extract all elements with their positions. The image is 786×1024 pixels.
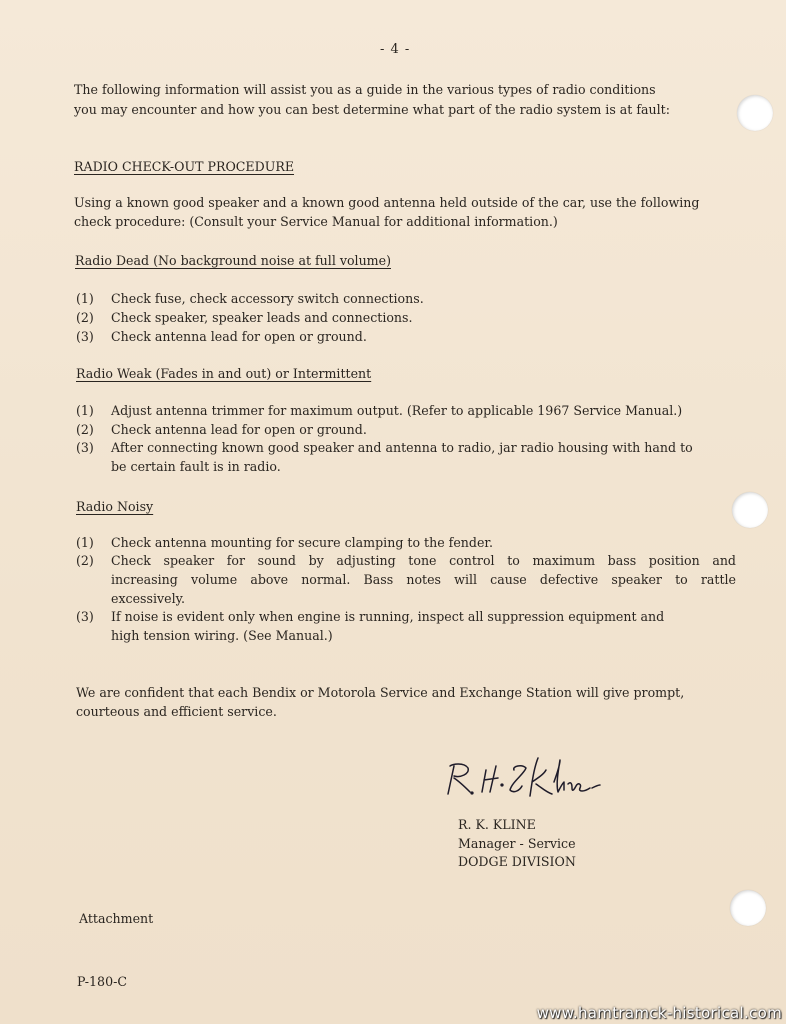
- closing-line-2: courteous and efficient service.: [76, 704, 277, 719]
- item-number: (2): [76, 422, 94, 437]
- item-text: Check antenna lead for open or ground.: [111, 422, 367, 437]
- intro-line-2: you may encounter and how you can best determine what part of the radio system is at fault:: [74, 102, 670, 117]
- section-heading-radio-dead: Radio Dead (No background noise at full volume): [75, 253, 391, 268]
- item-number: (1): [76, 291, 94, 306]
- watermark-url: www.hamtramck-historical.com: [536, 1004, 782, 1022]
- item-text: Adjust antenna trimmer for maximum output. (Refer to applicable 1967 Service Manual.): [111, 403, 683, 418]
- handwritten-signature: [442, 752, 602, 804]
- binder-hole-top: [737, 95, 773, 131]
- item-text: increasing volume above normal. Bass notes will cause defective speaker to rattle: [111, 572, 736, 587]
- signer-division: DODGE DIVISION: [458, 854, 576, 869]
- item-number: (3): [76, 329, 94, 344]
- item-number: (3): [76, 609, 94, 624]
- item-number: (1): [76, 403, 94, 418]
- item-number: (1): [76, 535, 94, 550]
- item-text: If noise is evident only when engine is running, inspect all suppression equipment and: [111, 609, 665, 624]
- intro-line-1: The following information will assist you as a guide in the various types of radio conditions: [74, 82, 656, 97]
- item-text: excessively.: [111, 591, 186, 606]
- item-text: high tension wiring. (See Manual.): [111, 628, 333, 643]
- item-text: be certain fault is in radio.: [111, 459, 281, 474]
- signer-title: Manager - Service: [458, 836, 576, 851]
- binder-hole-middle: [732, 492, 768, 528]
- item-number: (2): [76, 553, 94, 568]
- section-heading-radio-noisy: Radio Noisy: [76, 499, 154, 514]
- item-text: Check antenna lead for open or ground.: [111, 329, 367, 344]
- item-text: Check fuse, check accessory switch connections.: [111, 291, 424, 306]
- item-text: Check speaker for sound by adjusting tone control to maximum bass position and: [111, 553, 736, 568]
- procedure-line-2: check procedure: (Consult your Service Manual for additional information.): [74, 214, 558, 229]
- item-number: (3): [76, 440, 94, 455]
- section-heading-radio-weak: Radio Weak (Fades in and out) or Intermittent: [76, 366, 372, 381]
- closing-line-1: We are confident that each Bendix or Motorola Service and Exchange Station will give prompt,: [76, 685, 685, 700]
- procedure-heading: RADIO CHECK-OUT PROCEDURE: [74, 159, 295, 174]
- procedure-line-1: Using a known good speaker and a known good antenna held outside of the car, use the following: [74, 195, 700, 210]
- binder-hole-bottom: [730, 890, 766, 926]
- item-text: After connecting known good speaker and antenna to radio, jar radio housing with hand to: [111, 440, 693, 455]
- signer-name: R. K. KLINE: [458, 817, 536, 832]
- item-text: Check antenna mounting for secure clamping to the fender.: [111, 535, 494, 550]
- attachment-label: Attachment: [79, 911, 154, 926]
- form-number: P-180-C: [77, 974, 127, 989]
- item-text: Check speaker, speaker leads and connections.: [111, 310, 413, 325]
- page-number: - 4 -: [380, 42, 411, 57]
- item-number: (2): [76, 310, 94, 325]
